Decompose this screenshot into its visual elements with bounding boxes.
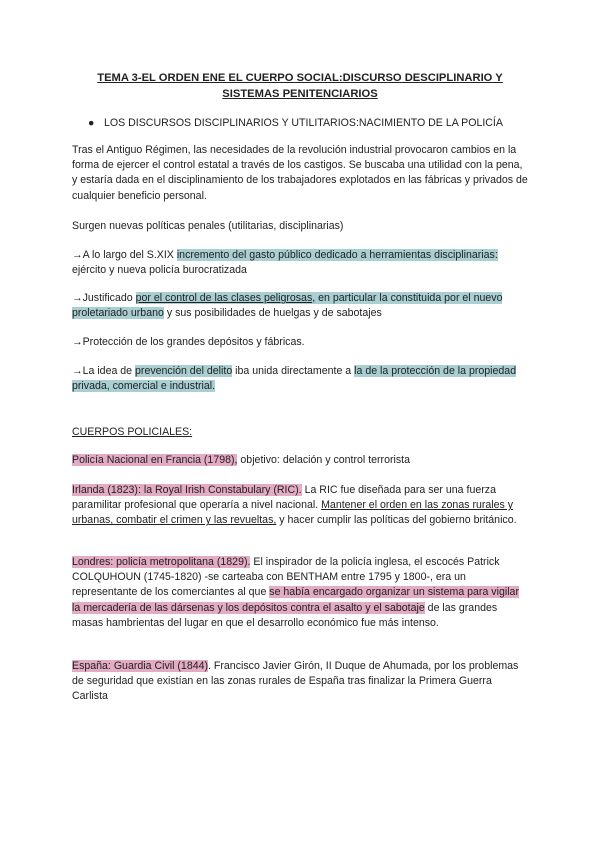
new-policies-line: Surgen nuevas políticas penales (utilitarias, disciplinarias) <box>72 220 344 232</box>
intro-paragraph: Tras el Antiguo Régimen, las necesidades de la revolución industrial provocaron cambios en la forma de ejercer el control estatal a través de los castigos. Se buscaba una utilidad con la pena, y estaría dada en el disciplinamiento de los trabajadores explotados en las fábricas y privados de cualquier beneficio personal. <box>72 144 528 202</box>
espana-highlight: España: Guardia Civil (1844) <box>72 660 209 672</box>
p2-highlight: , en particular la constituida por el nuevo proletariado urbano <box>72 292 503 320</box>
section-title: CUERPOS POLICIALES: <box>72 426 193 438</box>
p1-text-a: →A lo largo del S.XIX <box>72 249 177 261</box>
espana-text: . Francisco Javier Girón, II Duque de Ahumada, por los problemas de seguridad que existían en las zonas rurales de España tras finalizar la Primera Guerra Carlista <box>72 660 519 703</box>
paragraph-1 <box>72 248 530 278</box>
londres-text-a: El inspirador de la policía inglesa, el escocés Patrick COLQUHOUN (1745-1820) -se carteaba con BENTHAM entre 1795 y 1800-, era un representante de los comerciantes al que <box>72 556 500 599</box>
bullet-heading <box>88 116 503 131</box>
p4-highlight-2: la de la protección de la propiedad privada, comercial e industrial. <box>72 365 517 393</box>
p4-text-c: iba unida directamente a <box>232 365 355 377</box>
francia-highlight: Policía Nacional en Francia (1798), <box>72 454 238 466</box>
irlanda-highlight: Irlanda (1823): la Royal Irish Constabulary (RIC). <box>72 484 302 496</box>
title-line-2: SISTEMAS PENITENCIARIOS <box>222 88 378 100</box>
p2-highlight-underlined: por el control de las clases peligrosas <box>135 292 313 304</box>
p4-text-a: →La idea de <box>72 365 136 377</box>
page-title <box>72 70 528 102</box>
p2-text-a: →Justificado <box>72 292 136 304</box>
bullet-heading-text: LOS DISCURSOS DISCIPLINARIOS Y UTILITARIOS:NACIMIENTO DE LA POLICÍA <box>104 117 503 129</box>
paragraph-francia <box>72 453 530 468</box>
paragraph-irlanda <box>72 483 530 529</box>
francia-text: objetivo: delación y control terrorista <box>237 454 410 466</box>
londres-highlight: Londres: policía metropolitana (1829). <box>72 556 251 568</box>
irlanda-text-a: La RIC fue diseñada para ser una fuerza paramilitar profesional que operaría a nivel nacional. <box>72 484 496 512</box>
paragraph-espana <box>72 659 530 705</box>
londres-text-b: de las grandes masas hambrientas del lugar en que el desarrollo económico fue más intenso. <box>72 601 498 629</box>
p2-text-d: y sus posibilidades de huelgas y de sabotajes <box>163 307 382 320</box>
title-line-1: TEMA 3-EL ORDEN ENE EL CUERPO SOCIAL:DISCURSO DESCIPLINARIO Y <box>97 72 503 84</box>
p1-highlight: incremento del gasto público dedicado a herramientas disciplinarias: <box>176 249 498 261</box>
irlanda-underlined: Mantener el orden en las zonas rurales y urbanas, combatir el crimen y las revueltas, <box>72 499 514 527</box>
paragraph-2 <box>72 291 530 321</box>
p4-highlight-1: prevención del delito <box>135 365 233 377</box>
paragraph-4 <box>72 364 530 394</box>
bullet-dot-icon: ● <box>88 117 95 129</box>
paragraph-londres <box>72 555 530 631</box>
paragraph-3: →Protección de los grandes depósitos y fábricas. <box>72 336 305 348</box>
p1-text-c: ejército y nueva policía burocratizada <box>72 264 247 277</box>
irlanda-text-b: y hacer cumplir las políticas del gobierno británico. <box>276 514 517 527</box>
londres-highlight-2: se había encargado organizar un sistema para vigilar la mercadería de las dársenas y los depósitos contra el asalto y el sabotaje <box>72 586 519 614</box>
